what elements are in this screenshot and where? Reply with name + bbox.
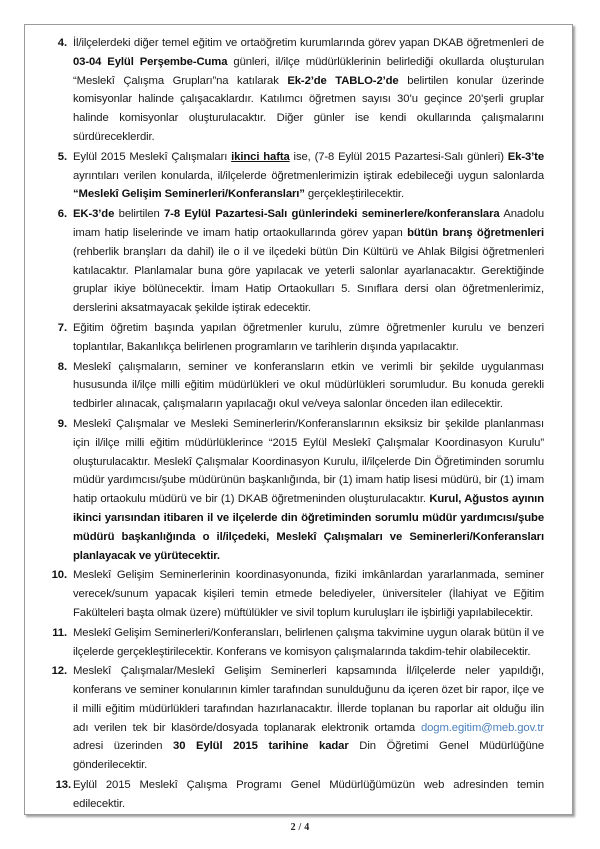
document-page (24, 24, 573, 815)
page-indicator: 2 / 4 (290, 822, 310, 833)
clause-number: 4. (57, 37, 67, 49)
clause-number: 10. (51, 569, 67, 582)
clause-item (37, 34, 544, 147)
clause-text: Eylül 2015 Meslekî Çalışma Programı Genel Müdürlüğümüzün web adresinden temin edilecektir. (73, 779, 544, 810)
page-content (25, 25, 572, 815)
clause-item (37, 415, 544, 565)
clause-number: 12. (51, 665, 67, 678)
clause-item (37, 319, 544, 357)
clause-number: 6. (57, 208, 67, 221)
clause-item (37, 566, 544, 622)
clause-number: 9. (57, 417, 67, 430)
clause-text: Meslekî Çalışmalar ve Mesleki Seminerlerin/Konferanslarının eksiksiz bir şekilde planlanması için il/ilçe milli eğitim müdürlüklerince “2015 Eylül Meslekî Çalışmalar Koordinasyon Kurulu” oluşturulacaktır. Meslekî Çalışmalar Koordinasyon Kurulu, il/ilçelerde Din Öğretiminden sorumlu müdür yardımcısı/şube müdürünün başkanlığında, bir (1) imam hatip lisesi müdürü, bir (1) imam hatip ortaokulu müdürü ve bir (1) DKAB öğretmeninden oluşturulacaktır. Kurul, Ağustos ayının ikinci yarısından itibaren il ve ilçelerde din öğretiminden sorumlu müdür yardımcısı/şube müdürü başkanlığında o il/ilçedeki, Meslekî Çalışmaları ve Seminerleri/Konferansları planlayacak ve yürütecektir. (73, 417, 544, 562)
clause-text: İl/ilçelerdeki diğer temel eğitim ve ortaöğretim kurumlarında görev yapan DKAB öğretmenleri de 03-04 Eylül Perşembe-Cuma günleri, il/ilçe müdürlüklerinin belirlediği okullarda oluşturulan “Meslekî Çalışma Grupları”na katılarak Ek-2’de TABLO-2’de belirtilen konular üzerinde komisyonlar halinde çalışacaklardır. Katılımcı öğretmen sayısı 30’u geçince 20’şerli gruplar halinde komisyonlar oluşturulacaktır. Diğer günler ise kendi okullarında çalışmalarını sürdüreceklerdir. (73, 37, 545, 143)
clause-item (37, 148, 544, 204)
clause-item (37, 662, 544, 775)
clause-item (37, 358, 544, 414)
clause-number: 8. (57, 360, 67, 373)
clause-item (37, 776, 544, 814)
email-link[interactable]: dogm.egitim@meb.gov.tr (420, 721, 544, 734)
clause-item (37, 205, 544, 318)
clause-item (37, 624, 544, 662)
clause-number: 5. (57, 150, 67, 163)
clause-number: 11. (52, 626, 67, 639)
clause-number: 13. (55, 779, 71, 792)
clause-list (37, 34, 544, 814)
clause-text: Eylül 2015 Meslekî Çalışmaları ikinci hafta ise, (7-8 Eylül 2015 Pazartesi-Salı günleri) Ek-3’te ayrıntıları verilen konularda, il/ilçelerde öğretmenlerimizin iştirak edebileceği uygun salonlarda “Meslekî Gelişim Seminerleri/Konferansları” gerçekleştirilecektir. (73, 150, 544, 201)
clause-text: Meslekî çalışmaların, seminer ve konferansların etkin ve verimli bir şekilde uygulanması hususunda il/ilçe milli eğitim müdürlükleri ve okul müdürlükleri sorumludur. Bu konuda gerekli tedbirler alınacak, çalışmaların yapılacağı okul ve/veya salonlar önceden ilan edilecektir. (73, 360, 544, 411)
clause-text: Meslekî Gelişim Seminerlerinin koordinasyonunda, fiziki imkânlardan yararlanmada, seminer verecek/sunum yapacak kişileri temin etmede belediyeler, üniversiteler (İlahiyat ve Eğitim Fakülteleri başta olmak üzere) müftülükler ve sivil toplum kuruluşları ile işbirliği yapılabilecektir. (73, 569, 544, 619)
clause-text: Meslekî Gelişim Seminerleri/Konferansları, belirlenen çalışma takvimine uygun olarak bütün il ve ilçelerde gerçekleştirilecektir. Konferans ve komisyon çalışmalarında takdim-tehir olabilecektir. (73, 626, 544, 658)
clause-text: Eğitim öğretim başında yapılan öğretmenler kurulu, zümre öğretmenler kurulu ve benzeri toplantılar, Bakanlıkça belirlenen programların ve tarihlerin dışında yapılacaktır. (73, 321, 544, 353)
clause-text: Meslekî Çalışmalar/Meslekî Gelişim Seminerleri kapsamında İl/ilçelerde neler yapıldığı, konferans ve seminer konularının kimler tarafından sunulduğunu da içeren özet bir rapor, ilçe ve il milli eğitim müdürlükleri tarafından hazırlanacaktır. İllerde toplanan bu raporlar ait olduğu ilin adı verilen tek bir klasörde/dosyada toplanarak elektronik ortamda dogm.egitim@meb.gov.tr adresi üzerinden 30 Eylül 2015 tarihine kadar Din Öğretimi Genel Müdürlüğüne gönderilecektir. (73, 665, 544, 772)
clause-number: 7. (57, 321, 67, 334)
clause-text: EK-3’de belirtilen 7-8 Eylül Pazartesi-Salı günlerindeki seminerlere/konferanslara Anadolu imam hatip liselerinde ve imam hatip ortaokullarında görev yapan bütün branş öğretmenleri (rehberlik branşları da dahil) ile o il ve ilçedeki bütün Din Kültürü ve Ahlak Bilgisi öğretmenleri katılacaktır. Planlamalar buna göre yapılacak ve yeterli salonlar ayarlanacaktır. Gerektiğinde gruplar ikiye bölünecektir. İmam Hatip Ortaokulları 5. Sınıflara dersi olan öğretmenlerimiz, derslerini aksatmayacak şekilde iştirak edecektir. (73, 208, 544, 315)
